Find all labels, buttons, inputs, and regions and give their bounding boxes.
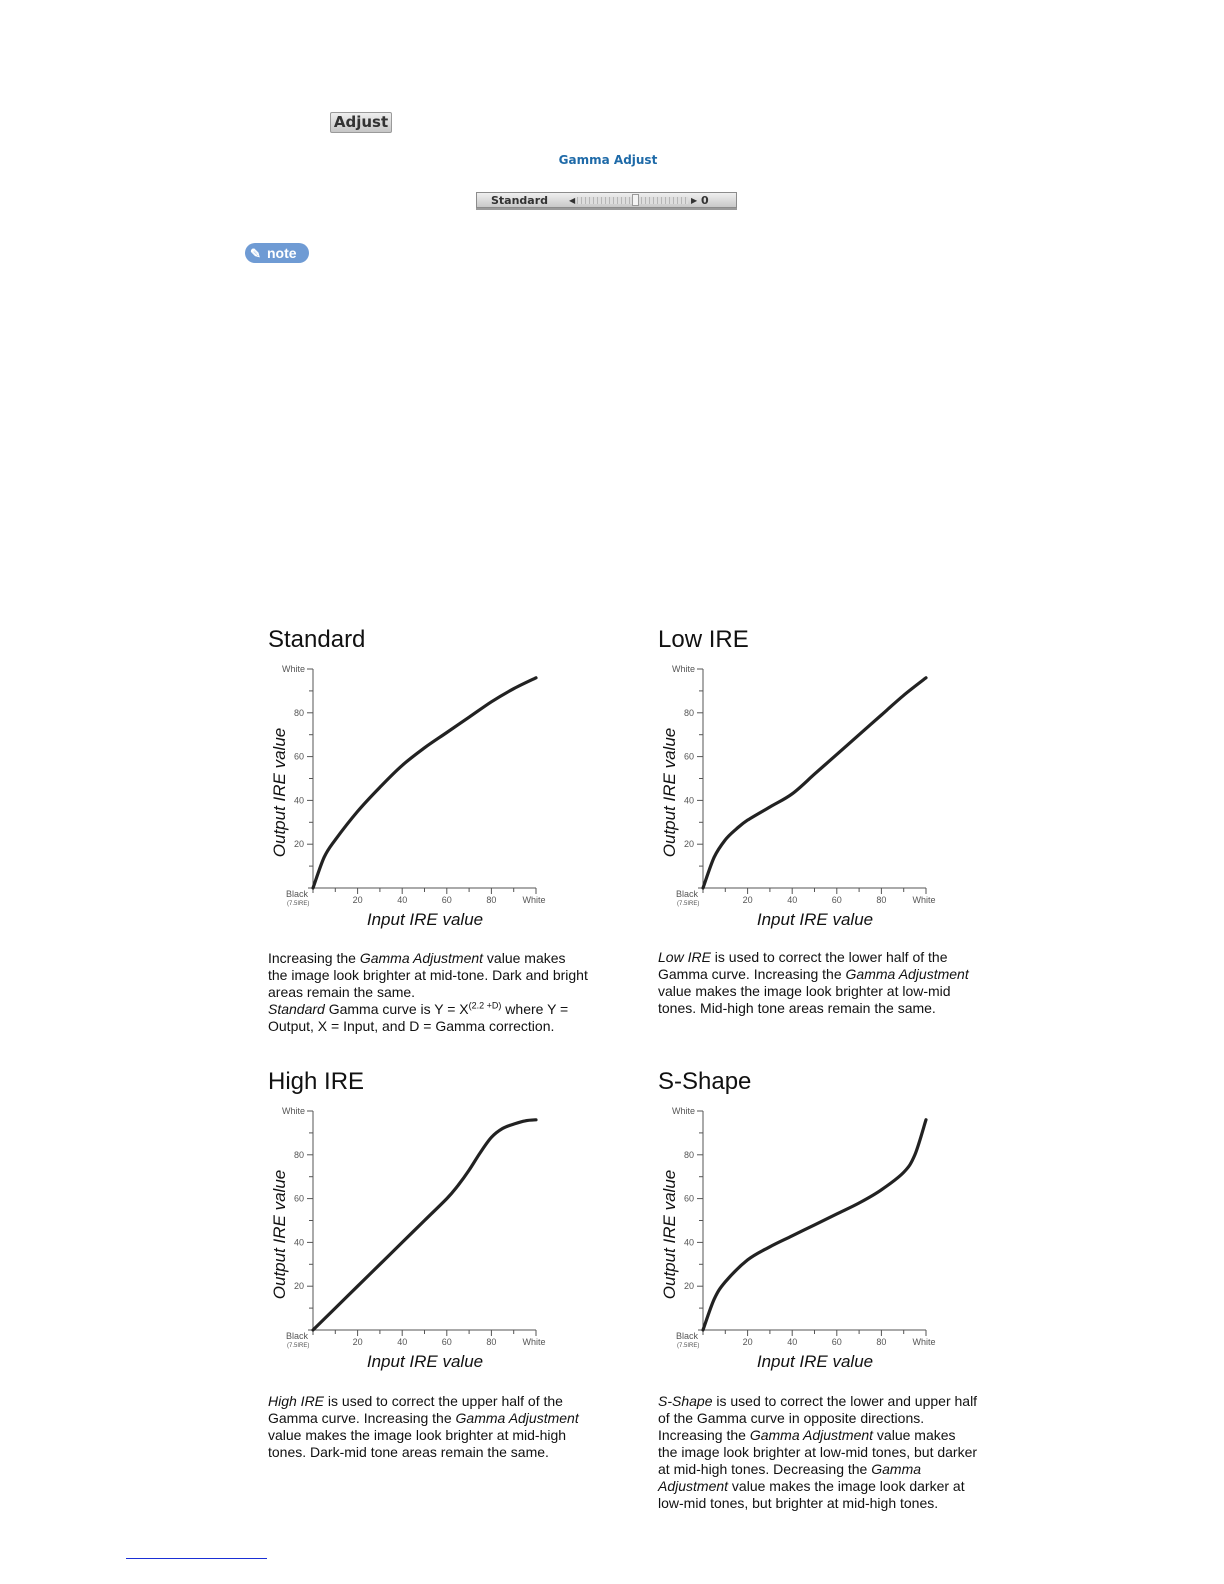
black-sub-label: (7.5IRE) [677,901,700,907]
black-sub-label: (7.5IRE) [677,1343,700,1349]
chart-s-shape [652,1098,952,1418]
x-tick-label: 60 [441,895,452,905]
y-tick-label: 80 [683,1149,694,1160]
x-tick-label: 60 [831,895,842,905]
y-axis-title: Output IRE value [270,727,289,858]
y-axis-title: Output IRE value [660,727,679,858]
x-tick-label: 60 [831,1337,842,1347]
x-white-label: White [912,895,936,905]
x-white-label: White [522,895,546,905]
adjust-button[interactable]: Adjust [330,112,392,133]
series-line [703,1120,926,1330]
x-tick-label: 40 [397,1337,408,1347]
caption-high-ire: High IRE is used to correct the upper half of the Gamma curve. Increasing the Gamma Adjustment value makes the image look brighter at mid-high tones. Dark-mid tone areas remain the same. [268,1393,579,1460]
slider-value: 0 [701,194,709,207]
y-tick-label: 20 [293,839,304,850]
x-tick-label: 80 [486,895,497,905]
panel-title-s-shape: S-Shape [658,1068,752,1095]
series-line [313,1120,536,1330]
panel-title-low-ire: Low IRE [658,626,749,653]
x-tick-label: 40 [787,1337,798,1347]
caption-s-shape: S-Shape is used to correct the lower and upper half of the Gamma curve in opposite directions. Increasing the Gamma Adjustment value makes the image look brighter at low-mid tones, but darker at mid-high tones. Decreasing the Gamma Adjustment value makes the image look darker at low-mid tones, but brighter at mid-high tones. [658,1393,978,1511]
y-tick-label: 60 [293,1193,304,1204]
slider-mode-label: Standard [491,194,549,207]
note-label: note [267,245,297,261]
x-tick-label: 20 [352,1337,363,1347]
y-tick-label: 80 [293,1149,304,1160]
x-axis-title: Input IRE value [756,910,874,929]
footer-rule [126,1558,267,1559]
chart-low-ire [652,656,952,976]
x-tick-label: 80 [876,1337,887,1347]
black-label: Black [286,889,309,899]
arrow-right-icon[interactable]: ▶ [691,196,698,205]
black-label: Black [286,1331,309,1341]
y-white-label: White [671,664,695,674]
y-tick-label: 40 [293,795,304,806]
x-tick-label: 20 [352,895,363,905]
slider-thumb[interactable] [632,194,639,206]
x-tick-label: 80 [876,895,887,905]
arrow-left-icon[interactable]: ◀ [569,196,576,205]
y-tick-label: 20 [293,1281,304,1292]
x-white-label: White [522,1337,546,1347]
paperclip-icon: ✎ [250,246,261,261]
y-tick-label: 60 [293,751,304,762]
y-tick-label: 40 [293,1237,304,1248]
y-axis-title: Output IRE value [660,1169,679,1300]
x-tick-label: 40 [787,895,798,905]
x-tick-label: 20 [742,895,753,905]
panel-title-standard: Standard [268,626,366,653]
x-axis-title: Input IRE value [366,1352,484,1371]
note-badge [245,243,309,263]
y-tick-label: 20 [683,839,694,850]
black-label: Black [676,889,699,899]
y-axis-title: Output IRE value [270,1169,289,1300]
series-line [703,678,926,888]
y-tick-label: 60 [683,751,694,762]
y-white-label: White [671,1106,695,1116]
caption-standard: Increasing the Gamma Adjustment value makes the image look brighter at mid-tone. Dark and bright areas remain the same. Standard Gamma curve is $Y = X^{(2.2 +D)}$ where Y = Output, X = Input, and D = Gamma correction. [268,950,588,1034]
y-white-label: White [281,664,305,674]
x-tick-label: 20 [742,1337,753,1347]
x-axis-title: Input IRE value [366,910,484,929]
y-tick-label: 20 [683,1281,694,1292]
black-sub-label: (7.5IRE) [287,1343,310,1349]
gamma-adjust-slider[interactable] [476,192,737,208]
gamma-adjust-title: Gamma Adjust [558,153,658,167]
x-white-label: White [912,1337,936,1347]
x-tick-label: 80 [486,1337,497,1347]
y-tick-label: 40 [683,1237,694,1248]
panel-title-high-ire: High IRE [268,1068,365,1095]
y-tick-label: 80 [293,707,304,718]
chart-standard [262,656,562,976]
chart-high-ire [262,1098,562,1418]
x-axis-title: Input IRE value [756,1352,874,1371]
y-tick-label: 80 [683,707,694,718]
x-tick-label: 60 [441,1337,452,1347]
caption-low-ire: Low IRE is used to correct the lower half of the Gamma curve. Increasing the Gamma Adjustment value makes the image look brighter at low-mid tones. Mid-high tone areas remain the same. [658,949,969,1016]
y-tick-label: 60 [683,1193,694,1204]
x-tick-label: 40 [397,895,408,905]
y-tick-label: 40 [683,795,694,806]
y-white-label: White [281,1106,305,1116]
black-sub-label: (7.5IRE) [287,901,310,907]
black-label: Black [676,1331,699,1341]
series-line [313,678,536,888]
